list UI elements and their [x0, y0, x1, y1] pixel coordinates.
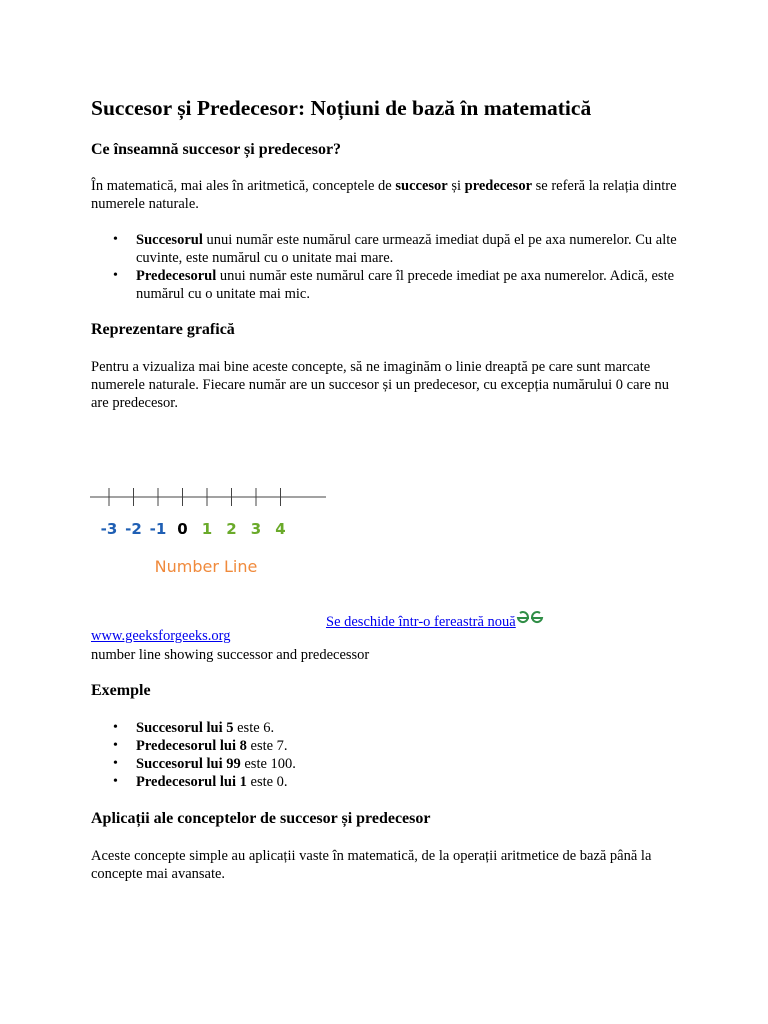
section-heading-examples: Exemple — [91, 682, 151, 699]
list-item-bold: Predecesorul lui 1 — [136, 774, 247, 790]
intro-bold-successor: succesor — [395, 178, 448, 194]
number-line-label: 3 — [250, 520, 262, 538]
intro-bold-predecessor: predecesor — [464, 178, 532, 194]
list-item-text: este 100. — [240, 756, 296, 772]
number-line-label: 0 — [177, 520, 188, 538]
list-item-bold: Succesorul — [136, 232, 203, 248]
applications-paragraph: Aceste concepte simple au aplicații vaste în matematică, de la operații aritmetice de bază până la concepte mai avansate. — [91, 848, 652, 882]
number-line-label: 1 — [201, 520, 213, 538]
list-item — [91, 231, 681, 267]
open-link-row — [326, 609, 546, 631]
section-heading-graphic: Reprezentare grafică — [91, 321, 235, 338]
number-line-label: -2 — [125, 520, 142, 538]
examples-list — [91, 719, 681, 791]
number-line-label: -1 — [149, 520, 167, 538]
definition-list — [91, 231, 681, 303]
list-item-bold: Succesorul lui 99 — [136, 756, 241, 772]
graphic-paragraph: Pentru a vizualiza mai bine aceste concepte, să ne imaginăm o linie dreaptă pe care sunt marcate numerele naturale. Fiecare număr are un succesor și un predecesor, cu excepția numărului 0 care nu are predecesor. — [91, 359, 669, 411]
section-heading-definition: Ce înseamnă succesor și predecesor? — [91, 141, 342, 158]
number-line-figure — [88, 484, 338, 584]
number-line-labels — [101, 520, 286, 538]
list-item — [91, 773, 681, 791]
geeksforgeeks-link[interactable]: www.geeksforgeeks.org — [91, 628, 231, 644]
page-title: Succesor și Predecesor: Noțiuni de bază în matematică — [91, 96, 592, 120]
geeksforgeeks-logo-icon — [516, 609, 546, 627]
list-item-text: este 0. — [246, 774, 288, 790]
intro-text: se referă la relația dintre numerele naturale. — [91, 178, 677, 212]
list-item-bold: Predecesorul lui 8 — [136, 738, 247, 754]
open-new-window-link[interactable]: Se deschide într-o fereastră nouă — [326, 614, 516, 630]
list-item-text: este 7. — [246, 738, 288, 754]
number-line-label: 4 — [275, 520, 286, 538]
number-line-label: -3 — [100, 520, 118, 538]
intro-text: În matematică, mai ales în aritmetică, conceptele de — [91, 178, 396, 194]
list-item-bold: Succesorul lui 5 — [136, 720, 234, 736]
intro-paragraph — [91, 177, 681, 213]
list-item — [91, 719, 681, 737]
intro-text: și — [447, 178, 465, 194]
section-heading-applications: Aplicații ale conceptelor de succesor și predecesor — [91, 810, 431, 827]
list-item — [91, 267, 681, 303]
list-item-text: unui număr este numărul care îl precede imediat pe axa numerelor. Adică, este numărul cu o unitate mai mic. — [136, 268, 675, 302]
number-line-label: 2 — [226, 520, 237, 538]
list-item-text: unui număr este numărul care urmează imediat după el pe axa numerelor. Cu alte cuvinte, este numărul cu o unitate mai mare. — [136, 232, 677, 266]
list-item-text: este 6. — [233, 720, 275, 736]
list-item — [91, 755, 681, 773]
list-item — [91, 737, 681, 755]
figure-description: number line showing successor and predecessor — [91, 647, 370, 663]
list-item-bold: Predecesorul — [136, 268, 217, 284]
source-link-row — [91, 627, 230, 645]
number-line-caption: Number Line — [154, 557, 258, 576]
